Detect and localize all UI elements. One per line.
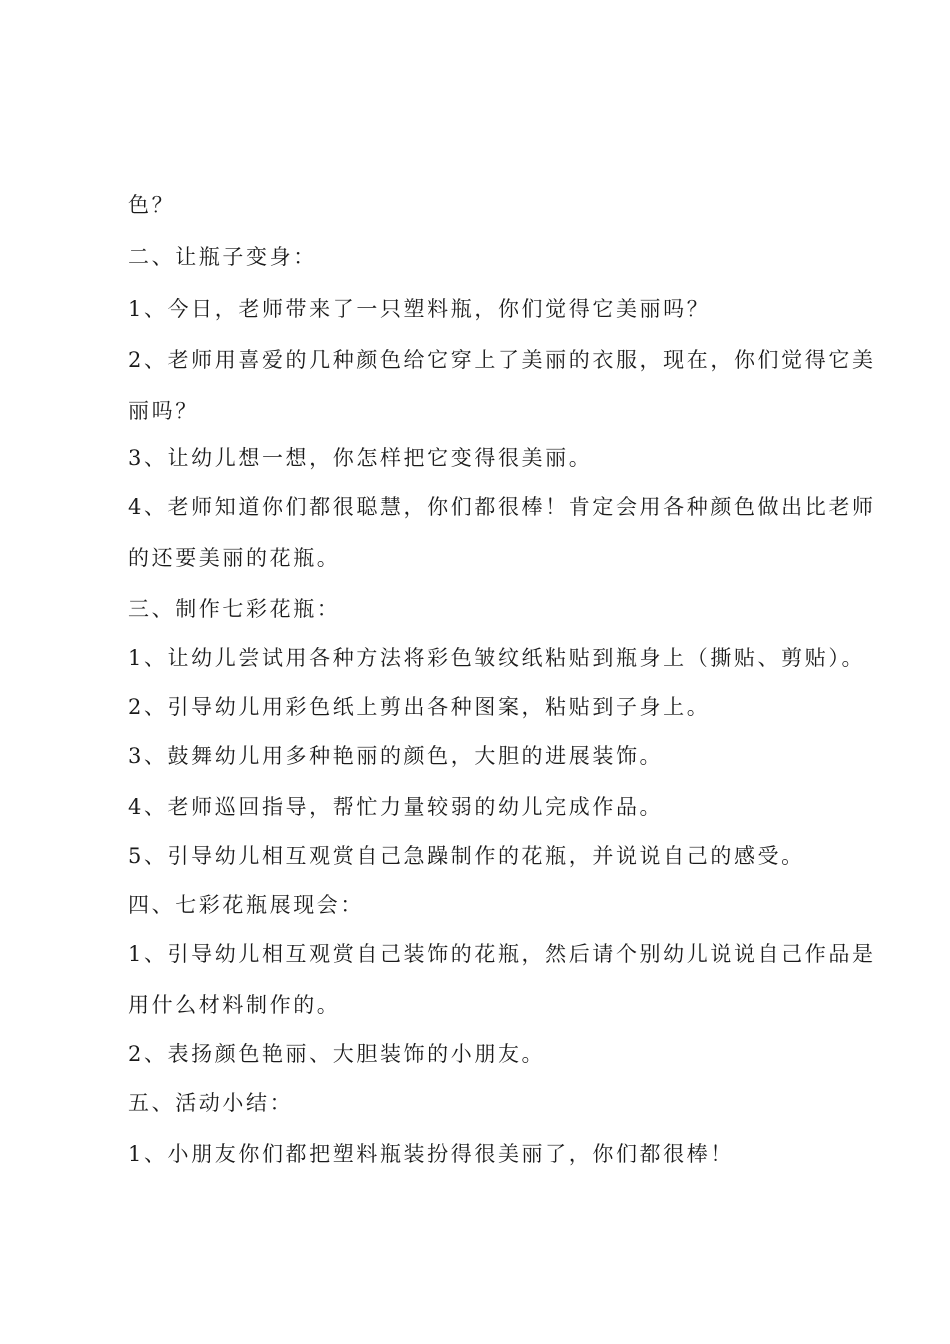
text-line-continuation: 色？ — [128, 193, 176, 217]
list-item: 4、老师知道你们都很聪慧，你们都很棒！肯定会用各种颜色做出比老师 — [128, 495, 876, 519]
list-item: 2、表扬颜色艳丽、大胆装饰的小朋友。 — [128, 1042, 546, 1066]
list-item: 1、小朋友你们都把塑料瓶装扮得很美丽了，你们都很棒！ — [128, 1142, 734, 1166]
list-item: 5、引导幼儿相互观赏自己急躁制作的花瓶，并说说自己的感受。 — [128, 844, 805, 868]
list-item-continuation: 的还要美丽的花瓶。 — [128, 546, 341, 570]
section-heading-2: 二、让瓶子变身： — [128, 245, 317, 269]
list-item: 4、老师巡回指导，帮忙力量较弱的幼儿完成作品。 — [128, 795, 664, 819]
list-item-continuation: 用什么材料制作的。 — [128, 993, 341, 1017]
list-item: 2、引导幼儿用彩色纸上剪出各种图案，粘贴到子身上。 — [128, 695, 711, 719]
section-heading-3: 三、制作七彩花瓶： — [128, 597, 341, 621]
section-heading-4: 四、七彩花瓶展现会： — [128, 893, 364, 917]
list-item: 1、让幼儿尝试用各种方法将彩色皱纹纸粘贴到瓶身上（撕贴、剪贴）。 — [128, 646, 866, 670]
list-item-continuation: 丽吗？ — [128, 399, 199, 423]
list-item: 2、老师用喜爱的几种颜色给它穿上了美丽的衣服，现在，你们觉得它美 — [128, 348, 876, 372]
list-item: 1、今日，老师带来了一只塑料瓶，你们觉得它美丽吗？ — [128, 297, 711, 321]
list-item: 3、让幼儿想一想，你怎样把它变得很美丽。 — [128, 446, 593, 470]
section-heading-5: 五、活动小结： — [128, 1091, 294, 1115]
list-item: 1、引导幼儿相互观赏自己装饰的花瓶，然后请个别幼儿说说自己作品是 — [128, 942, 876, 966]
list-item: 3、鼓舞幼儿用多种艳丽的颜色，大胆的进展装饰。 — [128, 744, 664, 768]
